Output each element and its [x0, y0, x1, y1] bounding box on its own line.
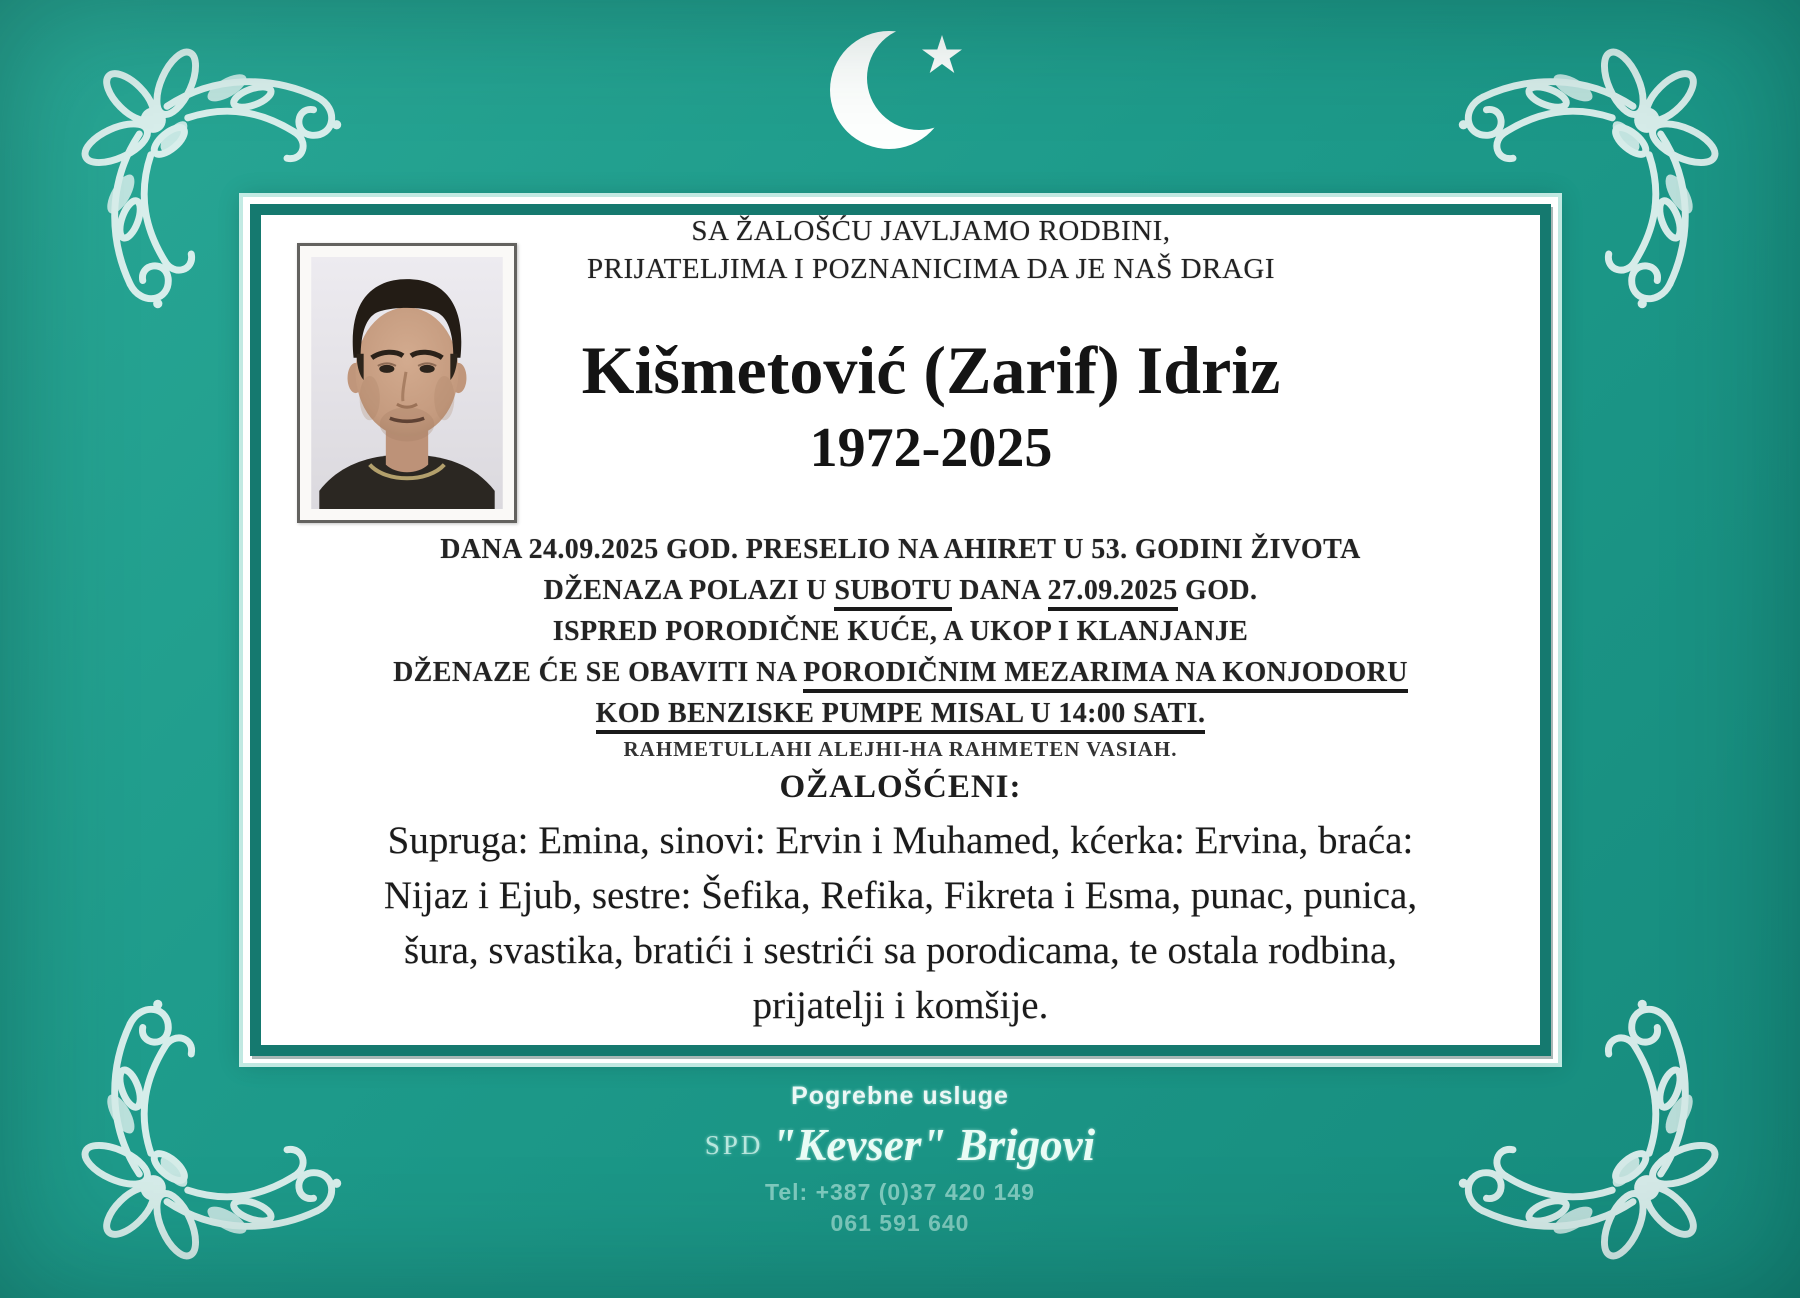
portrait-photo: [297, 243, 517, 523]
announcement-line-4: [271, 652, 1530, 693]
card-header: [517, 209, 1345, 523]
prayer-line: RAHMETULLAHI ALEJHI-HA RAHMETEN VASIAH.: [623, 737, 1178, 761]
portrait-illustration: [311, 257, 503, 509]
line2-post: GOD.: [1177, 575, 1258, 606]
mourners-title: OŽALOŠĆENI:: [779, 769, 1022, 805]
footer-company: [0, 1119, 1800, 1171]
line2-underlined-day: SUBOTU: [834, 575, 952, 611]
announcement-line-3: ISPRED PORODIČNE KUĆE, A UKOP I KLANJANJE: [552, 616, 1249, 647]
crescent-moon-star-icon: [826, 12, 978, 164]
funeral-home-footer: [0, 1082, 1800, 1239]
announcement-line-1: DANA 24.09.2025 GOD. PRESELIO NA AHIRET U 53. GODINI ŽIVOTA: [440, 534, 1361, 565]
mourners-line-1: Supruga: Emina, sinovi: Ervin i Muhamed, kćerka: Ervina, braća:: [387, 819, 1414, 862]
line2-mid: DANA: [951, 575, 1048, 606]
mourners-list: [271, 813, 1530, 1033]
announcement-card: [243, 197, 1558, 1063]
intro-line-1: SA ŽALOŠĆU JAVLJAMO RODBINI,: [691, 215, 1171, 247]
line4-underlined-place: PORODIČNIM MEZARIMA NA KONJODORU: [803, 657, 1408, 693]
deceased-years: 1972-2025: [809, 417, 1053, 479]
announcement-body: [271, 529, 1530, 810]
deceased-name: Kišmetović (Zarif) Idriz: [581, 332, 1281, 408]
line2-underlined-date: 27.09.2025: [1048, 575, 1178, 611]
announcement-line-2: [271, 570, 1530, 611]
mourners-line-4: prijatelji i komšije.: [752, 984, 1049, 1027]
line5-underlined: KOD BENZISKE PUMPE MISAL U 14:00 SATI.: [596, 698, 1206, 734]
intro-line-2: PRIJATELJIMA I POZNANICIMA DA JE NAŠ DRAGI: [586, 253, 1276, 285]
announcement-line-5: [271, 693, 1530, 734]
line2-pre: DŽENAZA POLAZI U: [543, 575, 835, 606]
company-name: "Kevser" Brigovi: [771, 1120, 1096, 1170]
mourners-line-2: Nijaz i Ejub, sestre: Šefika, Refika, Fikreta i Esma, punac, punica,: [383, 874, 1418, 917]
line4-pre: DŽENAZE ĆE SE OBAVITI NA: [393, 657, 804, 688]
company-prefix: SPD: [704, 1130, 764, 1160]
card-top-row: [271, 209, 1530, 523]
footer-tagline: Pogrebne usluge: [791, 1082, 1009, 1110]
mourners-line-3: šura, svastika, bratići i sestrići sa porodicama, te ostala rodbina,: [403, 929, 1398, 972]
footer-phone-2: 061 591 640: [830, 1210, 970, 1236]
footer-phone-1: Tel: +387 (0)37 420 149: [765, 1179, 1035, 1205]
